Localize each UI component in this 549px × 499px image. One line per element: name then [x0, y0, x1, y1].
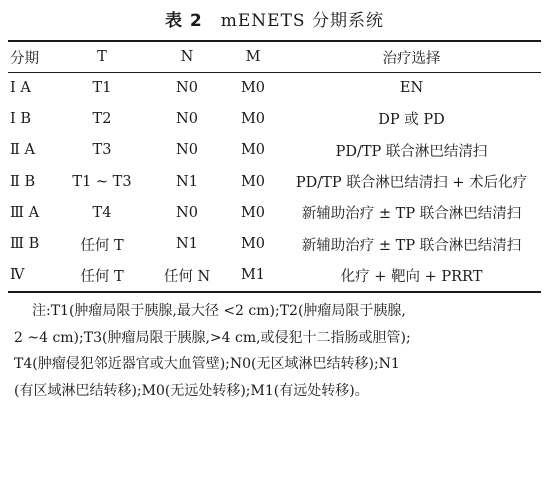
header-m: M	[245, 49, 261, 65]
cell-m: M0	[240, 236, 266, 253]
cell-n: N0	[176, 204, 198, 221]
table-row	[8, 260, 541, 291]
table-number: 表 2	[165, 11, 203, 31]
cell-treatment: 新辅助治疗 ± TP 联合淋巴结清扫	[301, 237, 522, 254]
cell-n: N0	[176, 79, 198, 96]
cell-n: 任何 N	[163, 268, 211, 285]
cell-treatment: DP 或 PD	[378, 112, 445, 129]
cell-t: T3	[92, 142, 112, 159]
cell-t: 任何 T	[80, 268, 124, 285]
cell-m: M0	[240, 204, 266, 221]
header-stage: 分期	[10, 50, 39, 67]
cell-t: T1	[92, 79, 112, 96]
cell-n: N0	[176, 110, 198, 127]
cell-stage: Ⅳ	[10, 267, 25, 284]
cell-treatment: PD/TP 联合淋巴结清扫	[335, 143, 488, 160]
cell-t: T4	[92, 204, 112, 221]
cell-n: N1	[176, 173, 198, 190]
cell-n: N0	[176, 142, 198, 159]
table-row	[8, 197, 541, 228]
cell-treatment: PD/TP 联合淋巴结清扫 + 术后化疗	[295, 175, 528, 192]
cell-stage: Ⅱ A	[10, 142, 35, 159]
footnote-line: (有区域淋巴结转移);M0(无远处转移);M1(有远处转移)。	[14, 382, 369, 399]
cell-m: M0	[240, 173, 266, 190]
table-caption: mENETS 分期系统	[220, 11, 384, 31]
cell-stage: Ⅲ B	[10, 236, 40, 253]
table-row	[8, 135, 541, 166]
header-t: T	[97, 49, 107, 65]
table-footnote	[14, 298, 537, 404]
bottom-rule	[8, 291, 541, 293]
cell-treatment: 新辅助治疗 ± TP 联合淋巴结清扫	[301, 206, 522, 223]
cell-stage: Ⅱ B	[10, 173, 36, 190]
cell-stage: Ⅲ A	[10, 204, 40, 221]
table-row	[8, 103, 541, 134]
cell-m: M1	[240, 267, 266, 284]
header-treatment: 治疗选择	[382, 50, 441, 67]
cell-t: T1 ~ T3	[72, 173, 132, 190]
cell-m: M0	[240, 142, 266, 159]
cell-n: N1	[176, 236, 198, 253]
cell-treatment: 化疗 + 靶向 + PRRT	[340, 268, 483, 285]
table-title	[0, 6, 549, 31]
footnote-line: T4(肿瘤侵犯邻近器官或大血管壁);N0(无区域淋巴结转移);N1	[14, 356, 400, 372]
cell-m: M0	[240, 110, 266, 127]
cell-t: T2	[92, 110, 112, 127]
table-header-row	[8, 42, 541, 72]
footnote-line: 注:T1(肿瘤局限于胰腺,最大径 <2 cm);T2(肿瘤局限于胰腺,	[32, 303, 406, 319]
cell-treatment: EN	[399, 79, 424, 96]
table-row	[8, 228, 541, 259]
table-row	[8, 72, 541, 103]
header-n: N	[180, 49, 194, 65]
staging-table	[8, 42, 541, 291]
cell-stage: Ⅰ B	[10, 110, 31, 127]
table-row	[8, 166, 541, 197]
cell-m: M0	[240, 79, 266, 96]
footnote-line: 2 ~4 cm);T3(肿瘤局限于胰腺,>4 cm,或侵犯十二指肠或胆管);	[14, 329, 411, 346]
cell-stage: Ⅰ A	[10, 79, 31, 96]
cell-t: 任何 T	[80, 237, 124, 254]
